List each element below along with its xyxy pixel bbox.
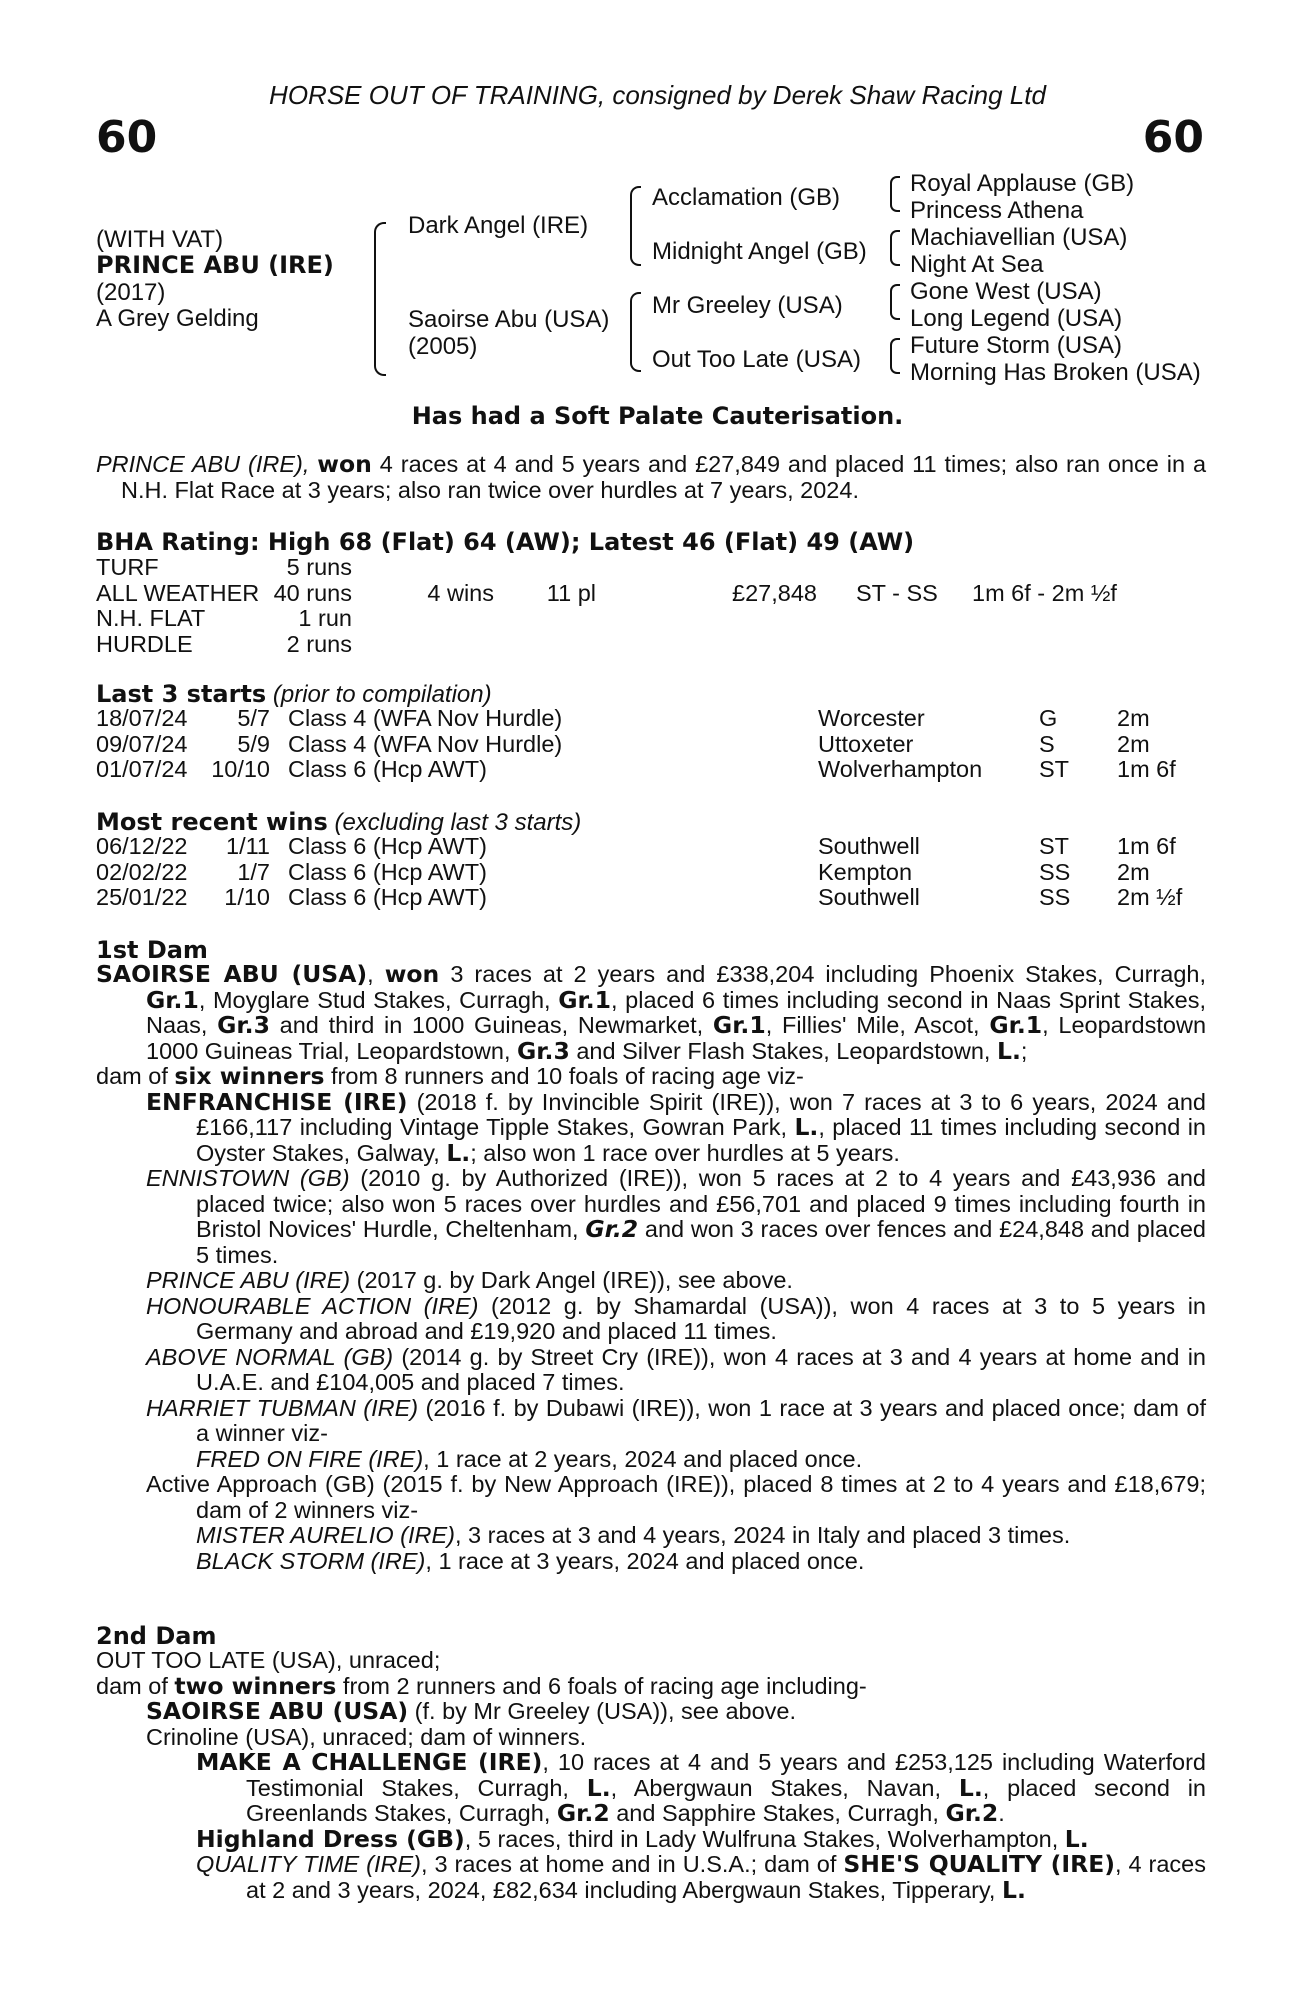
dam1-grade: Gr.3 bbox=[217, 1011, 270, 1039]
cell-race: Class 6 (Hcp AWT) bbox=[288, 756, 487, 782]
cell-pos: 5/7 bbox=[237, 705, 270, 731]
produce-grade: Gr.2 bbox=[585, 1215, 639, 1243]
bha-rating-title: BHA Rating: High 68 (Flat) 64 (AW); Latest 46 (Flat) 49 (AW) bbox=[96, 528, 915, 556]
pedigree-brace-ss bbox=[890, 176, 900, 212]
damof-winners: two winners bbox=[174, 1671, 337, 1700]
gg-sss: Royal Applause (GB) bbox=[910, 170, 1135, 197]
produce-text: , placed second in Greenlands Stakes, Curragh, bbox=[246, 1774, 1207, 1826]
dam1-text: ; bbox=[1020, 1037, 1028, 1064]
cell-dist: 1m 6f bbox=[1117, 833, 1176, 859]
recent-table bbox=[96, 834, 1206, 911]
cell-course: Kempton bbox=[818, 858, 913, 885]
pedigree-brace-main bbox=[374, 222, 386, 376]
produce-text: , 3 races at home and in U.S.A.; dam of bbox=[421, 1851, 844, 1877]
damof-text: from 8 runners and 10 foals of racing age viz- bbox=[324, 1063, 804, 1089]
produce-above-normal bbox=[96, 1345, 1206, 1396]
table-row bbox=[96, 606, 1206, 632]
produce-grade: L. bbox=[958, 1773, 983, 1802]
cell-runs: 2 runs bbox=[286, 630, 352, 657]
produce-name: FRED ON FIRE (IRE) bbox=[196, 1445, 424, 1472]
gg-dsd: Long Legend (USA) bbox=[910, 305, 1123, 332]
produce-honourable-action bbox=[96, 1294, 1206, 1345]
damof-winners: six winners bbox=[174, 1062, 325, 1090]
cell-date: 06/12/22 bbox=[96, 833, 188, 859]
cell-going: ST - SS bbox=[856, 579, 938, 606]
produce-name: MISTER AURELIO (IRE) bbox=[196, 1522, 455, 1548]
consignor-header: HORSE OUT OF TRAINING, consigned by Derek Shaw Racing Ltd bbox=[269, 80, 1046, 110]
racing-summary bbox=[96, 452, 1206, 503]
table-row bbox=[96, 555, 1206, 581]
produce-name: ENFRANCHISE (IRE) bbox=[146, 1087, 408, 1116]
produce-name: ABOVE NORMAL (GB) bbox=[146, 1343, 394, 1370]
cell-course: Southwell bbox=[818, 884, 920, 910]
cell-surface: N.H. FLAT bbox=[96, 605, 206, 631]
produce-text: ; also won 1 race over hurdles at 5 years. bbox=[470, 1139, 900, 1166]
dam1-grade: Gr.1 bbox=[146, 985, 199, 1014]
produce-text: , 5 races, third in Lady Wulfruna Stakes, Wolverhampton, bbox=[464, 1825, 1065, 1852]
table-row bbox=[96, 757, 1206, 783]
cell-date: 18/07/24 bbox=[96, 705, 188, 731]
table-row bbox=[96, 834, 1206, 860]
dam-dam: Out Too Late (USA) bbox=[652, 346, 861, 373]
cell-dist: 2m bbox=[1117, 730, 1150, 757]
dam1-grade: L. bbox=[996, 1036, 1021, 1065]
produce-enfranchise bbox=[96, 1087, 1206, 1167]
sire: Dark Angel (IRE) bbox=[408, 212, 589, 239]
cell-runs: 40 runs bbox=[273, 579, 352, 606]
cell-pl: 11 pl bbox=[546, 579, 596, 606]
produce-grade: L. bbox=[446, 1138, 471, 1167]
cell-pos: 10/10 bbox=[211, 756, 270, 782]
rating-table bbox=[96, 555, 1206, 657]
produce-text: , 1 race at 3 years, 2024 and placed once. bbox=[425, 1547, 865, 1574]
gg-sdd: Night At Sea bbox=[910, 251, 1044, 278]
summary-name: PRINCE ABU (IRE), bbox=[96, 451, 310, 477]
produce-name: Active Approach (GB) bbox=[146, 1471, 375, 1497]
cell-pos: 5/9 bbox=[237, 730, 270, 757]
gg-dss: Gone West (USA) bbox=[910, 278, 1102, 305]
produce-crinoline: Crinoline (USA), unraced; dam of winners. bbox=[146, 1723, 587, 1750]
recent-title: Most recent wins bbox=[96, 808, 328, 836]
produce-text: , 3 races at 3 and 4 years, 2024 in Italy and placed 3 times. bbox=[454, 1522, 1071, 1548]
cell-runs: 5 runs bbox=[286, 554, 352, 580]
dam-year: (2005) bbox=[408, 333, 478, 360]
produce-text: and won 3 races over fences and £24,848 and placed 5 times. bbox=[196, 1216, 1206, 1268]
produce-name: PRINCE ABU (IRE) bbox=[146, 1267, 351, 1293]
cell-surface: ALL WEATHER bbox=[96, 579, 260, 606]
last3-table bbox=[96, 706, 1206, 783]
recent-subtitle: (excluding last 3 starts) bbox=[334, 809, 582, 836]
horse-name: PRINCE ABU (IRE) bbox=[96, 251, 334, 279]
dam1-grade: Gr.1 bbox=[712, 1011, 766, 1039]
dam1-text: , placed 6 times including second in Naas Sprint Stakes, Naas, bbox=[146, 986, 1206, 1038]
produce-ennistown bbox=[96, 1166, 1206, 1268]
produce-active-approach bbox=[96, 1472, 1206, 1523]
produce-text: (f. by Mr Greeley (USA)), see above. bbox=[408, 1698, 797, 1724]
produce-make-a-challenge bbox=[96, 1750, 1206, 1827]
produce-text: , Abergwaun Stakes, Navan, bbox=[610, 1774, 959, 1801]
table-row bbox=[96, 732, 1206, 758]
dam1-won: won bbox=[384, 960, 440, 988]
produce-name: SHE'S QUALITY (IRE) bbox=[843, 1850, 1115, 1878]
dam1-grade: Gr.1 bbox=[989, 1011, 1043, 1039]
last3-title: Last 3 starts bbox=[96, 680, 267, 708]
produce-name: HONOURABLE ACTION (IRE) bbox=[146, 1292, 479, 1319]
cell-course: Worcester bbox=[818, 705, 925, 731]
cell-pos: 1/7 bbox=[237, 858, 270, 885]
produce-text: , 4 races at 2 and 3 years, 2024, £82,634 including Abergwaun Stakes, Tipperary, bbox=[246, 1851, 1206, 1903]
produce-fred-on-fire bbox=[96, 1447, 1206, 1473]
cell-prize: £27,848 bbox=[732, 579, 817, 606]
produce-grade: L. bbox=[1001, 1875, 1026, 1904]
produce-text: . bbox=[998, 1800, 1005, 1826]
cell-going: ST bbox=[1039, 756, 1070, 782]
dam1-text: 3 races at 2 years and £338,204 including Phoenix Stakes, Curragh, bbox=[439, 961, 1206, 987]
cell-pos: 1/10 bbox=[224, 884, 270, 910]
dam1-grade: Gr.1 bbox=[558, 985, 612, 1014]
cell-dist: 1m 6f - 2m ½f bbox=[972, 579, 1117, 606]
damof-text: from 2 runners and 6 foals of racing age including- bbox=[336, 1672, 867, 1699]
produce-name: MAKE A CHALLENGE (IRE) bbox=[196, 1748, 543, 1776]
produce-name: HARRIET TUBMAN (IRE) bbox=[146, 1394, 419, 1421]
cell-race: Class 6 (Hcp AWT) bbox=[288, 833, 487, 859]
horse-year: (2017) bbox=[96, 279, 166, 306]
dam1-text: , Leopardstown 1000 Guineas Trial, Leopardstown, bbox=[146, 1012, 1207, 1064]
produce-saoirse-abu bbox=[96, 1699, 1206, 1725]
cell-going: SS bbox=[1039, 858, 1071, 885]
cell-date: 25/01/22 bbox=[96, 884, 188, 910]
produce-prince-abu bbox=[96, 1268, 1206, 1294]
dam1-grade: Gr.3 bbox=[517, 1036, 570, 1065]
table-row bbox=[96, 632, 1206, 658]
cell-date: 01/07/24 bbox=[96, 756, 188, 782]
produce-text: (2012 g. by Shamardal (USA)), won 4 races at 3 to 5 years in Germany and abroad and £19,920 and placed 11 times. bbox=[196, 1292, 1207, 1344]
cell-course: Wolverhampton bbox=[818, 756, 983, 782]
veterinary-note: Has had a Soft Palate Cauterisation. bbox=[411, 402, 904, 430]
sire-dam: Midnight Angel (GB) bbox=[652, 238, 867, 265]
pedigree-brace-sd bbox=[890, 230, 900, 266]
dam1-text: and Silver Flash Stakes, Leopardstown, bbox=[569, 1037, 997, 1064]
dam1-text: and third in 1000 Guineas, Newmarket, bbox=[269, 1012, 713, 1038]
gg-dds: Future Storm (USA) bbox=[910, 332, 1123, 359]
produce-mister-aurelio bbox=[96, 1523, 1206, 1549]
pedigree-brace-sire bbox=[630, 186, 641, 266]
dam2-line1: OUT TOO LATE (USA), unraced; bbox=[96, 1647, 441, 1673]
produce-grade: Gr.2 bbox=[945, 1799, 999, 1827]
gg-ssd: Princess Athena bbox=[910, 197, 1084, 224]
cell-going: ST bbox=[1039, 833, 1070, 859]
produce-text: and Sapphire Stakes, Curragh, bbox=[609, 1800, 946, 1826]
cell-date: 09/07/24 bbox=[96, 730, 188, 757]
cell-going: S bbox=[1039, 730, 1055, 757]
pedigree-brace-dd bbox=[890, 338, 900, 374]
cell-surface: HURDLE bbox=[96, 630, 193, 657]
table-row bbox=[96, 581, 1206, 607]
produce-text: (2015 f. by New Approach (IRE)), placed 8 times at 2 to 4 years and £18,679; dam of 2 winners viz- bbox=[196, 1471, 1206, 1523]
produce-harriet-tubman bbox=[96, 1396, 1206, 1447]
cell-dist: 2m ½f bbox=[1117, 884, 1183, 910]
cell-pos: 1/11 bbox=[226, 833, 270, 859]
cell-race: Class 4 (WFA Nov Hurdle) bbox=[288, 705, 563, 731]
produce-grade: L. bbox=[1064, 1824, 1089, 1853]
cell-dist: 2m bbox=[1117, 705, 1150, 731]
first-dam-section: SAOIRSE ABU (USA), won 3 races at 2 years and £338,204 including Phoenix Stakes, Curragh, Gr.1, Moyglare Stud Stakes, Curragh, Gr.1, placed 6 times including second in Naas Sprint Stakes, Naas, Gr.3 and third in 1000 Guineas, Newmarket, Gr.1, Fillies' Mile, Ascot, Gr.1, Leopardstown 1000 Guineas Trial, Leopardstown, Gr.3 and Silver Flash Stakes, Leopardstown, L.; dam of six winners from 8 runners and 10 foals of racing age viz- ENFRANCHISE (IRE) (2018 f. by Invincible Spirit (IRE)), won 7 races at 3 to 6 years, 2024 and £166,117 including Vintage Tipple Stakes, Gowran Park, L., placed 11 times including second in Oyster Stakes, Galway, L.; also won 1 race over hurdles at 5 years. ENNISTOWN (GB) (2010 g. by Authorized (IRE)), won 5 races at 2 to 4 years and £43,936 and placed twice; also won 5 races over hurdles and £56,701 and placed 9 times including fourth in Bristol Novices' Hurdle, Cheltenham, Gr.2 and won 3 races over fences and £24,848 and placed 5 times. PRINCE ABU (IRE) (2017 g. by Dark Angel (IRE)), see above. HONOURABLE ACTION (IRE) (2012 g. by Shamardal (USA)), won 4 races at 3 to 5 years in Germany and abroad and £19,920 and placed 11 times. ABOVE NORMAL (GB) (2014 g. by Street Cry (IRE)), won 4 races at 3 and 4 years at home and in U.A.E. and £104,005 and placed 7 times. HARRIET TUBMAN (IRE) (2016 f. by Dubawi (IRE)), won 1 race at 3 years and placed once; dam of a winner viz- FRED ON FIRE (IRE), 1 race at 2 years, 2024 and placed once. Active Approach (GB) (2015 f. by New Approach (IRE)), placed 8 times at 2 to 4 years and £18,679; dam of 2 winners viz- MISTER AURELIO (IRE), 3 races at 3 and 4 years, 2024 in Italy and placed 3 times. BLACK STORM (IRE), 1 race at 3 years, 2024 and placed once. bbox=[96, 960, 1207, 1574]
summary-text: 4 races at 4 and 5 years and £27,849 and placed 11 times; also ran once in a N.H. Flat Race at 3 years; also ran twice over hurdles at 7 years, 2024. bbox=[121, 451, 1207, 503]
sire-sire: Acclamation (GB) bbox=[652, 184, 841, 211]
produce-text: (2016 f. by Dubawi (IRE)), won 1 race at 3 years and placed once; dam of a winner viz- bbox=[196, 1394, 1206, 1446]
horse-description: A Grey Gelding bbox=[96, 305, 259, 332]
lot-number-right: 60 bbox=[1142, 112, 1204, 163]
produce-name: SAOIRSE ABU (USA) bbox=[146, 1697, 409, 1725]
second-dam-heading: 2nd Dam bbox=[96, 1622, 217, 1650]
produce-text: (2018 f. by Invincible Spirit (IRE)), won 7 races at 3 to 6 years, 2024 and £166,117 including Vintage Tipple Stakes, Gowran Park, bbox=[196, 1088, 1206, 1140]
produce-text: , 1 race at 2 years, 2024 and placed once. bbox=[423, 1445, 863, 1472]
cell-race: Class 6 (Hcp AWT) bbox=[288, 858, 487, 885]
first-dam-heading: 1st Dam bbox=[96, 936, 208, 964]
cell-runs: 1 run bbox=[298, 605, 352, 631]
produce-name: ENNISTOWN (GB) bbox=[146, 1165, 350, 1191]
damof-text: dam of bbox=[96, 1063, 175, 1089]
pedigree-brace-ds bbox=[890, 284, 900, 320]
pedigree-brace-dam bbox=[630, 292, 641, 372]
produce-text: (2017 g. by Dark Angel (IRE)), see above. bbox=[350, 1267, 793, 1293]
produce-text: (2014 g. by Street Cry (IRE)), won 4 races at 3 and 4 years at home and in U.A.E. and £104,005 and placed 7 times. bbox=[196, 1343, 1206, 1395]
cell-surface: TURF bbox=[96, 554, 159, 580]
cell-race: Class 4 (WFA Nov Hurdle) bbox=[288, 730, 563, 757]
cell-going: G bbox=[1039, 705, 1058, 731]
table-row bbox=[96, 860, 1206, 886]
produce-grade: L. bbox=[586, 1773, 611, 1802]
produce-quality-time bbox=[96, 1852, 1206, 1903]
produce-name: QUALITY TIME (IRE) bbox=[196, 1851, 422, 1877]
dam1-name: SAOIRSE ABU (USA) bbox=[96, 960, 368, 988]
second-dam-section bbox=[96, 1648, 1206, 1903]
produce-grade: Gr.2 bbox=[556, 1799, 610, 1827]
table-row bbox=[96, 885, 1206, 911]
lot-number-left: 60 bbox=[96, 112, 158, 163]
dam-sire: Mr Greeley (USA) bbox=[652, 292, 843, 319]
cell-race: Class 6 (Hcp AWT) bbox=[288, 884, 487, 910]
table-row bbox=[96, 706, 1206, 732]
cell-course: Southwell bbox=[818, 833, 920, 859]
damof-text: dam of bbox=[96, 1672, 175, 1699]
gg-ddd: Morning Has Broken (USA) bbox=[910, 359, 1201, 386]
produce-name: Highland Dress (GB) bbox=[196, 1824, 465, 1853]
produce-black-storm bbox=[96, 1549, 1206, 1575]
cell-dist: 2m bbox=[1117, 858, 1150, 885]
produce-name: BLACK STORM (IRE) bbox=[196, 1547, 426, 1574]
cell-wins: 4 wins bbox=[427, 579, 494, 606]
cell-dist: 1m 6f bbox=[1117, 756, 1176, 782]
cell-course: Uttoxeter bbox=[818, 730, 914, 757]
produce-grade: L. bbox=[794, 1113, 819, 1141]
produce-highland-dress bbox=[96, 1824, 1206, 1853]
produce-text: , 10 races at 4 and 5 years and £253,125 including Waterford Testimonial Stakes, Curragh, bbox=[246, 1749, 1206, 1801]
produce-text: (2010 g. by Authorized (IRE)), won 5 races at 2 to 4 years and £43,936 and placed twice; also won 5 races over hurdles and £56,701 and placed 9 times including fourth in Bristol Novices' Hurdle, Cheltenham, bbox=[196, 1165, 1206, 1242]
vat-label: (WITH VAT) bbox=[96, 226, 224, 253]
dam: Saoirse Abu (USA) bbox=[408, 306, 610, 333]
dam1-text: , Moyglare Stud Stakes, Curragh, bbox=[198, 986, 559, 1013]
summary-won: won bbox=[317, 450, 372, 478]
dam1-text: , Fillies' Mile, Ascot, bbox=[765, 1012, 990, 1038]
cell-going: SS bbox=[1039, 884, 1071, 910]
gg-sds: Machiavellian (USA) bbox=[910, 224, 1128, 251]
last3-subtitle: (prior to compilation) bbox=[272, 681, 492, 708]
cell-date: 02/02/22 bbox=[96, 858, 188, 885]
produce-text: , placed 11 times including second in Oyster Stakes, Galway, bbox=[196, 1114, 1206, 1166]
